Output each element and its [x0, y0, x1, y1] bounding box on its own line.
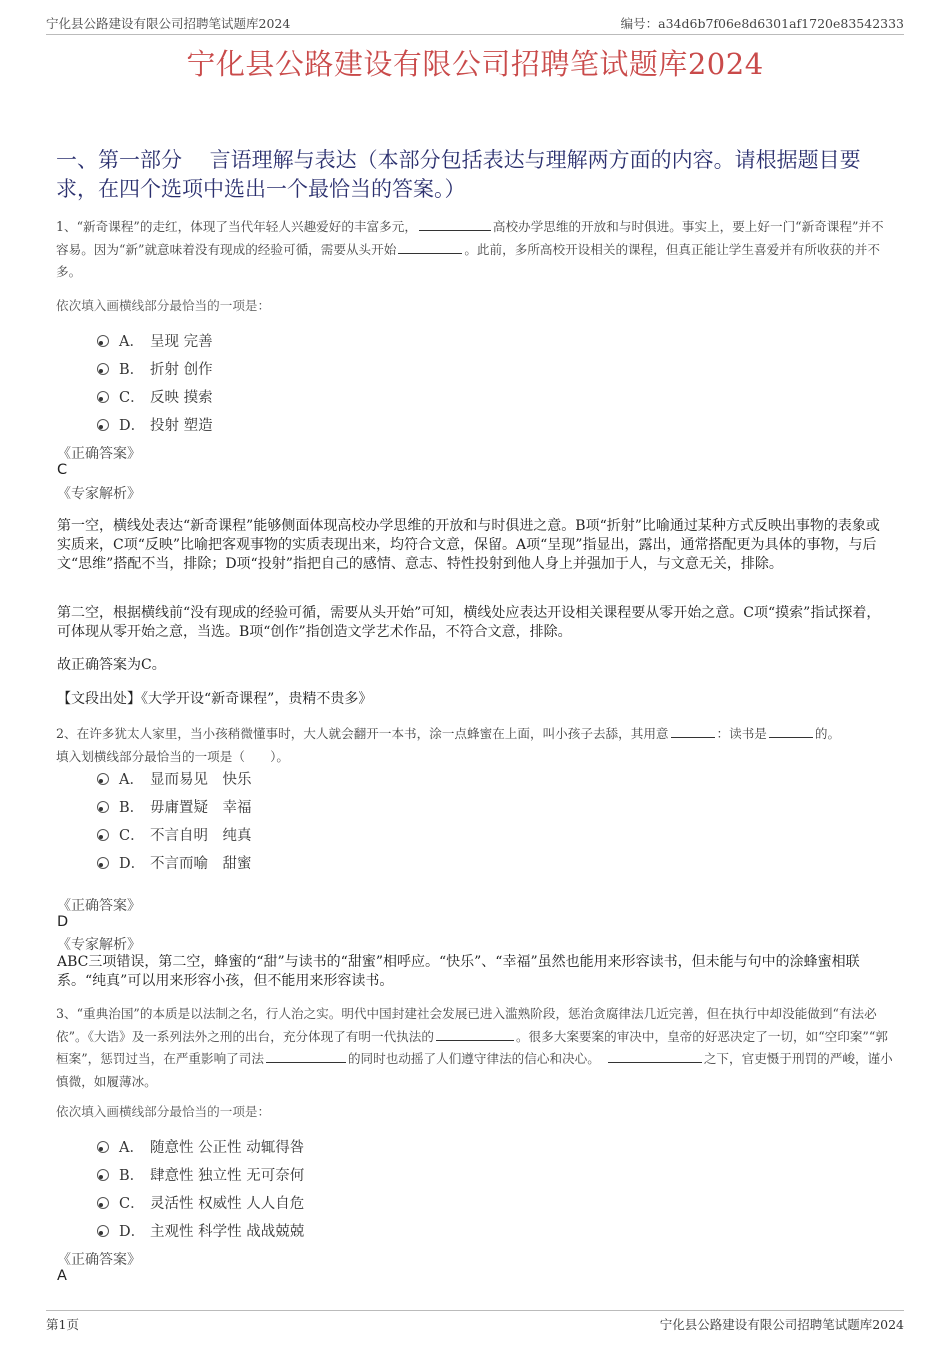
fill-blank	[671, 723, 715, 738]
answer-value: C	[57, 462, 68, 478]
question-2-option-b[interactable]: B． 毋庸置疑 幸福	[97, 796, 252, 817]
fill-blank	[398, 239, 462, 254]
page-number: 第1页	[46, 1317, 79, 1332]
radio-icon[interactable]	[97, 363, 109, 375]
analysis-label: 《专家解析》	[57, 937, 141, 953]
question-3-option-a[interactable]: A． 随意性 公正性 动辄得咎	[97, 1136, 304, 1157]
question-2-option-c[interactable]: C． 不言自明 纯真	[97, 824, 252, 845]
question-2-option-d[interactable]: D． 不言而喻 甜蜜	[97, 852, 252, 873]
radio-icon[interactable]	[97, 419, 109, 431]
fill-blank	[769, 723, 813, 738]
analysis-paragraph: 第二空，根据横线前“没有现成的经验可循，需要从头开始”可知，横线处应表达开设相关课程要从零开始之意。C项“摸索”指试探着，可体现从零开始之意，当选。B项“创作”指创造文学艺术作品，不符合文意，排除。	[57, 605, 881, 640]
header-doc-title: 宁化县公路建设有限公司招聘笔试题库2024	[46, 16, 291, 31]
radio-icon[interactable]	[97, 1169, 109, 1181]
page-footer	[46, 1310, 904, 1333]
question-3-text: 3、“重典治国”的本质是以法制之名，行人治之实。明代中国封建社会发展已进入滥熟阶段，惩治贪腐律法几近完善，但在执行中却没能做到“有法必依”。《大诰》及一系列法外之刑的出台，充分体现了有明一代执法的 。很多大案要案的审决中，皇帝的好恶决定了一切，如“空印案”“郭桓案”，惩罚过当，在严重影响了司法 的同时也动摇了人们遵守律法的信心和决心。 之下，官吏慑于刑罚的严峻，谨小慎微，如履薄冰。	[56, 1006, 893, 1089]
radio-icon[interactable]	[97, 391, 109, 403]
section-heading: 一、第一部分 言语理解与表达（本部分包括表达与理解两方面的内容。请根据题目要求，在四个选项中选出一个最恰当的答案。）	[56, 148, 861, 201]
fill-blank	[419, 216, 491, 231]
radio-icon[interactable]	[97, 335, 109, 347]
radio-icon[interactable]	[97, 829, 109, 841]
question-2-option-a[interactable]: A． 显而易见 快乐	[97, 768, 252, 789]
fill-blank	[436, 1026, 514, 1041]
analysis-paragraph: ABC三项错误，第二空，蜂蜜的“甜”与读书的“甜蜜”相呼应。“快乐”、“幸福”虽然也能用来形容读书，但未能与句中的涂蜂蜜相联系。“纯真”可以用来形容小孩，但不能用来形容读书。	[57, 954, 860, 989]
question-1-option-c[interactable]: C． 反映 摸索	[97, 386, 213, 407]
answer-value: D	[57, 914, 69, 930]
question-1-option-d[interactable]: D． 投射 塑造	[97, 414, 213, 435]
answer-label: 《正确答案》	[57, 898, 141, 914]
answer-label: 《正确答案》	[57, 446, 141, 462]
radio-icon[interactable]	[97, 773, 109, 785]
question-3-option-b[interactable]: B． 肆意性 独立性 无可奈何	[97, 1164, 304, 1185]
source-note: 【文段出处】《大学开设“新奇课程”，贵精不贵多》	[57, 691, 373, 707]
question-1-option-b[interactable]: B． 折射 创作	[97, 358, 213, 379]
question-3-option-c[interactable]: C． 灵活性 权威性 人人自危	[97, 1192, 304, 1213]
question-3-prompt: 依次填入画横线部分最恰当的一项是：	[56, 1104, 271, 1119]
analysis-label: 《专家解析》	[57, 486, 141, 502]
answer-value: A	[57, 1268, 67, 1284]
radio-icon[interactable]	[97, 857, 109, 869]
footer-doc-title: 宁化县公路建设有限公司招聘笔试题库2024	[659, 1317, 904, 1332]
question-1-text: 1、“新奇课程”的走红，体现了当代年轻人兴趣爱好的丰富多元， 高校办学思维的开放和与时俱进。事实上，要上好一门“新奇课程”并不容易。因为“新”就意味着没有现成的经验可循，需要从头开始 。此前，多所高校开设相关的课程，但真正能让学生喜爱并有所收获的并不多。	[56, 216, 896, 284]
answer-label: 《正确答案》	[57, 1252, 141, 1268]
header-doc-id: 编号：a34d6b7f06e8d6301af1720e83542333	[620, 16, 904, 31]
question-2-text: 2、在许多犹太人家里，当小孩稍微懂事时，大人就会翻开一本书，涂一点蜂蜜在上面，叫小孩子去舔，其用意 ：读书是 的。 填入划横线部分最恰当的一项是（ ）。	[56, 723, 896, 768]
radio-icon[interactable]	[97, 801, 109, 813]
analysis-paragraph: 第一空，横线处表达“新奇课程”能够侧面体现高校办学思维的开放和与时俱进之意。B项“折射”比喻通过某种方式反映出事物的表象或实质来，C项“反映”比喻把客观事物的实质表现出来，均符合文意，保留。A项“呈现”指显出，露出，通常搭配更为具体的事物，与后文“思维”搭配不当，排除；D项“投射”指把自己的感情、意志、特性投射到他人身上并强加于人，与文意无关，排除。	[57, 518, 880, 572]
analysis-conclusion: 故正确答案为C。	[57, 657, 166, 673]
radio-icon[interactable]	[97, 1197, 109, 1209]
question-1-option-a[interactable]: A． 呈现 完善	[97, 330, 213, 351]
radio-icon[interactable]	[97, 1225, 109, 1237]
fill-blank	[608, 1048, 702, 1063]
question-1-prompt: 依次填入画横线部分最恰当的一项是：	[56, 298, 271, 313]
document-title: 宁化县公路建设有限公司招聘笔试题库2024	[186, 47, 764, 81]
radio-icon[interactable]	[97, 1141, 109, 1153]
fill-blank	[266, 1048, 346, 1063]
question-3-option-d[interactable]: D． 主观性 科学性 战战兢兢	[97, 1220, 304, 1241]
page-header	[46, 12, 904, 35]
